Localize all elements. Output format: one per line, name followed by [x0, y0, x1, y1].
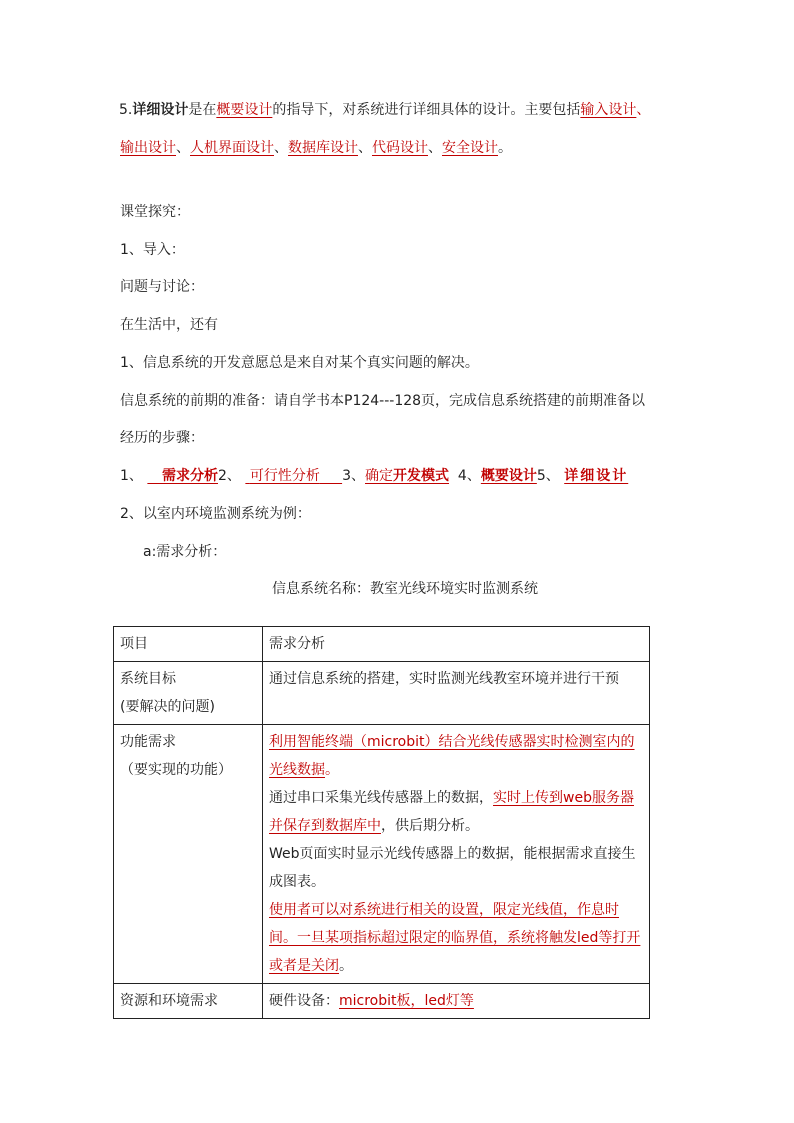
text: 、	[428, 140, 442, 156]
header-item: 项目	[114, 627, 263, 662]
text: 使用者可以对系统进行相关的设置，限定光线值，作息时间。一旦某项指标超过限定的临界值，系统将触发led等打开或者是关闭	[269, 902, 641, 974]
text: 、	[358, 140, 372, 156]
text: microbit板，led灯等	[339, 993, 474, 1009]
step-number: 1、	[120, 468, 143, 484]
function-item-1	[269, 728, 643, 784]
text: 是在	[188, 102, 217, 118]
function-label-main: 功能需求	[120, 734, 176, 750]
step-label: 可行性分析	[249, 468, 320, 484]
text: ，供后期分析。	[381, 818, 479, 834]
goal-value: 通过信息系统的搭建，实时监测光线教室环境并进行干预	[263, 662, 650, 725]
function-label	[114, 725, 263, 984]
step-number: 5、	[536, 468, 560, 484]
step-detailed-design: 详细设计	[564, 468, 629, 484]
intro-heading: 1、导入：	[120, 242, 185, 258]
header-analysis: 需求分析	[263, 627, 650, 662]
step-dev-mode	[365, 468, 449, 484]
term-input-design: 输入设计	[580, 102, 637, 118]
term-ui-design: 人机界面设计	[190, 140, 274, 156]
function-item-4	[269, 896, 643, 980]
text: 实时上传到web服务器并保存到数据库中	[269, 790, 634, 834]
goal-label-main: 系统目标	[120, 671, 176, 687]
table-row-function	[114, 725, 650, 984]
table-caption: 信息系统名称：教室光线环境实时监测系统	[272, 581, 538, 597]
intro-paragraph-line1	[119, 100, 650, 120]
step-label: 开发模式	[393, 468, 450, 484]
resources-label: 资源和环境需求	[114, 984, 263, 1019]
term-output-design: 输出设计	[120, 140, 176, 156]
example-title: 2、以室内环境监测系统为例：	[120, 506, 311, 522]
text: 检测室内的光线数据	[269, 734, 635, 778]
term-detailed-design: 详细设计	[132, 102, 189, 118]
text: 利用智能终端（microbit）结合光线传感器实时	[269, 734, 565, 750]
term-overview-design: 概要设计	[216, 102, 273, 118]
term-code-design: 代码设计	[372, 140, 428, 156]
text: 。	[339, 958, 353, 974]
origin-text: 1、信息系统的开发意愿总是来自对某个真实问题的解决。	[120, 355, 479, 371]
explore-heading: 课堂探究：	[120, 204, 190, 220]
goal-label	[114, 662, 263, 725]
resources-value	[263, 984, 650, 1019]
discuss-heading: 问题与讨论：	[120, 279, 204, 295]
text: 、	[176, 140, 190, 156]
term-security-design: 安全设计	[442, 140, 498, 156]
step-label: 确定	[365, 468, 394, 484]
steps-line	[120, 466, 628, 486]
step-number: 2、	[218, 468, 241, 484]
text: 。	[498, 140, 512, 156]
prep-text-line2: 经历的步骤：	[120, 430, 204, 446]
step-number: 4、	[457, 468, 481, 484]
prep-text-line1: 信息系统的前期的准备：请自学书本P124---128页，完成信息系统搭建的前期准备以	[120, 393, 646, 409]
text: 通过串口采集光线传感器上的数据，	[269, 790, 493, 806]
term-database-design: 数据库设计	[288, 140, 358, 156]
text: 。	[325, 762, 339, 778]
table-row-goal	[114, 662, 650, 725]
step-number: 3、	[342, 468, 366, 484]
step-feasibility-analysis	[245, 468, 342, 484]
section-number: 5.	[119, 102, 133, 118]
table-row-resources	[114, 984, 650, 1019]
text: 、	[636, 102, 651, 118]
function-item-2	[269, 784, 643, 840]
function-item-3: Web页面实时显示光线传感器上的数据，能根据需求直接生成图表。	[269, 846, 636, 890]
requirements-table	[113, 626, 650, 1019]
step-requirement-analysis	[147, 468, 218, 484]
step-overview-design: 概要设计	[480, 468, 537, 484]
text: 硬件设备：	[269, 993, 339, 1009]
text: 的指导下，对系统进行详细具体的设计。主要包括	[272, 102, 581, 118]
table-header-row	[114, 627, 650, 662]
function-value	[263, 725, 650, 984]
goal-label-sub: (要解决的问题)	[120, 699, 215, 715]
example-subtitle: a:需求分析：	[143, 544, 227, 560]
text: 、	[274, 140, 288, 156]
intro-paragraph-line2	[120, 138, 512, 158]
step-label: 需求分析	[162, 468, 218, 484]
life-text: 在生活中，还有	[120, 317, 218, 333]
function-label-sub: （要实现的功能）	[120, 762, 232, 778]
